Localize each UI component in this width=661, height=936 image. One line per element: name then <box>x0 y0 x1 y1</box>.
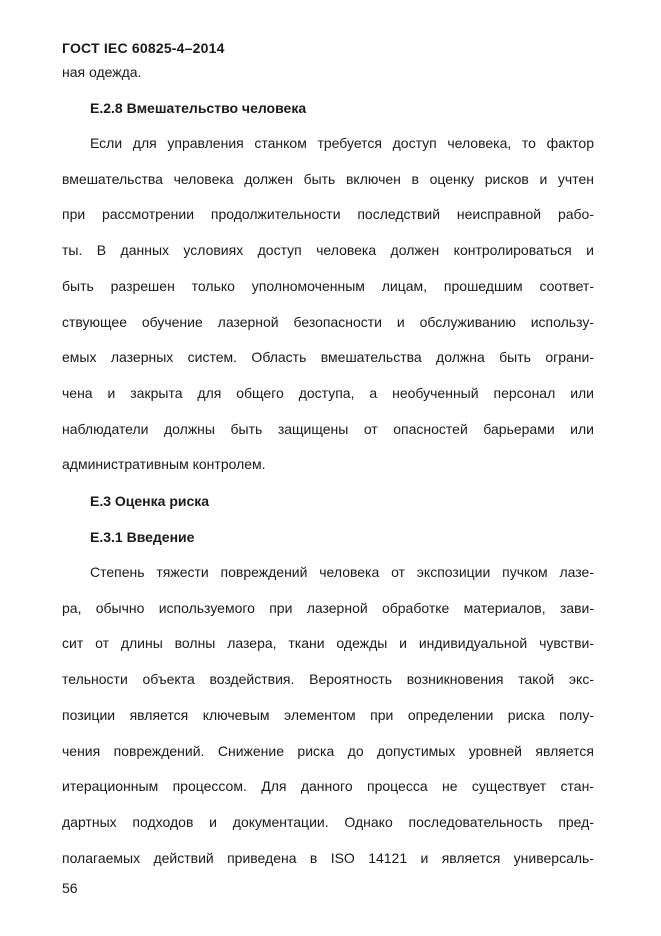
text-line: чения повреждений. Снижение риска до допустимых уровней является <box>62 742 594 759</box>
heading-e-3: Е.3 Оценка риска <box>90 493 210 509</box>
text-line: Если для управления станком требуется доступ человека, то фактор <box>90 135 594 151</box>
text-line: ствующее обучение лазерной безопасности и обслуживанию использу- <box>62 313 594 330</box>
heading-e-2-8: Е.2.8 Вмешательство человека <box>90 100 307 116</box>
page-number: 56 <box>62 880 78 896</box>
text-line: при рассмотрении продолжительности последствий неисправной рабо- <box>62 206 594 223</box>
text-line: ра, обычно используемого при лазерной обработке материалов, зави- <box>62 599 594 616</box>
text-line: полагаемых действий приведена в ISO 14121 и является универсаль- <box>62 849 594 866</box>
text-line: тельности объекта воздействия. Вероятность возникновения такой экс- <box>62 671 594 688</box>
paragraph-e-3-1 <box>62 555 594 876</box>
continuation-text: ная одежда. <box>62 64 142 80</box>
text-line: административным контролем. <box>62 456 266 473</box>
text-line: емых лазерных систем. Область вмешательства должна быть ограни- <box>62 349 594 366</box>
paragraph-e-2-8 <box>62 126 594 483</box>
text-line: сит от длины волны лазера, ткани одежды и индивидуальной чувстви- <box>62 635 594 652</box>
standard-header: ГОСТ IEC 60825-4–2014 <box>62 40 225 56</box>
text-line: быть разрешен только уполномоченным лицам, прошедшим соответ- <box>62 277 594 294</box>
text-line: чена и закрыта для общего доступа, а необученный персонал или <box>62 384 594 401</box>
text-line: ты. В данных условиях доступ человека должен контролироваться и <box>62 242 594 259</box>
text-line: вмешательства человека должен быть включен в оценку рисков и учтен <box>62 170 594 187</box>
heading-e-3-1: Е.3.1 Введение <box>90 529 195 545</box>
text-line: итерационным процессом. Для данного процесса не существует стан- <box>62 778 594 795</box>
text-line: дартных подходов и документации. Однако последовательность пред- <box>62 813 594 830</box>
text-line: Степень тяжести повреждений человека от экспозиции пучком лазе- <box>90 564 594 580</box>
text-line: наблюдатели должны быть защищены от опасностей барьерами или <box>62 420 594 437</box>
text-line: позиции является ключевым элементом при определении риска полу- <box>62 706 594 723</box>
